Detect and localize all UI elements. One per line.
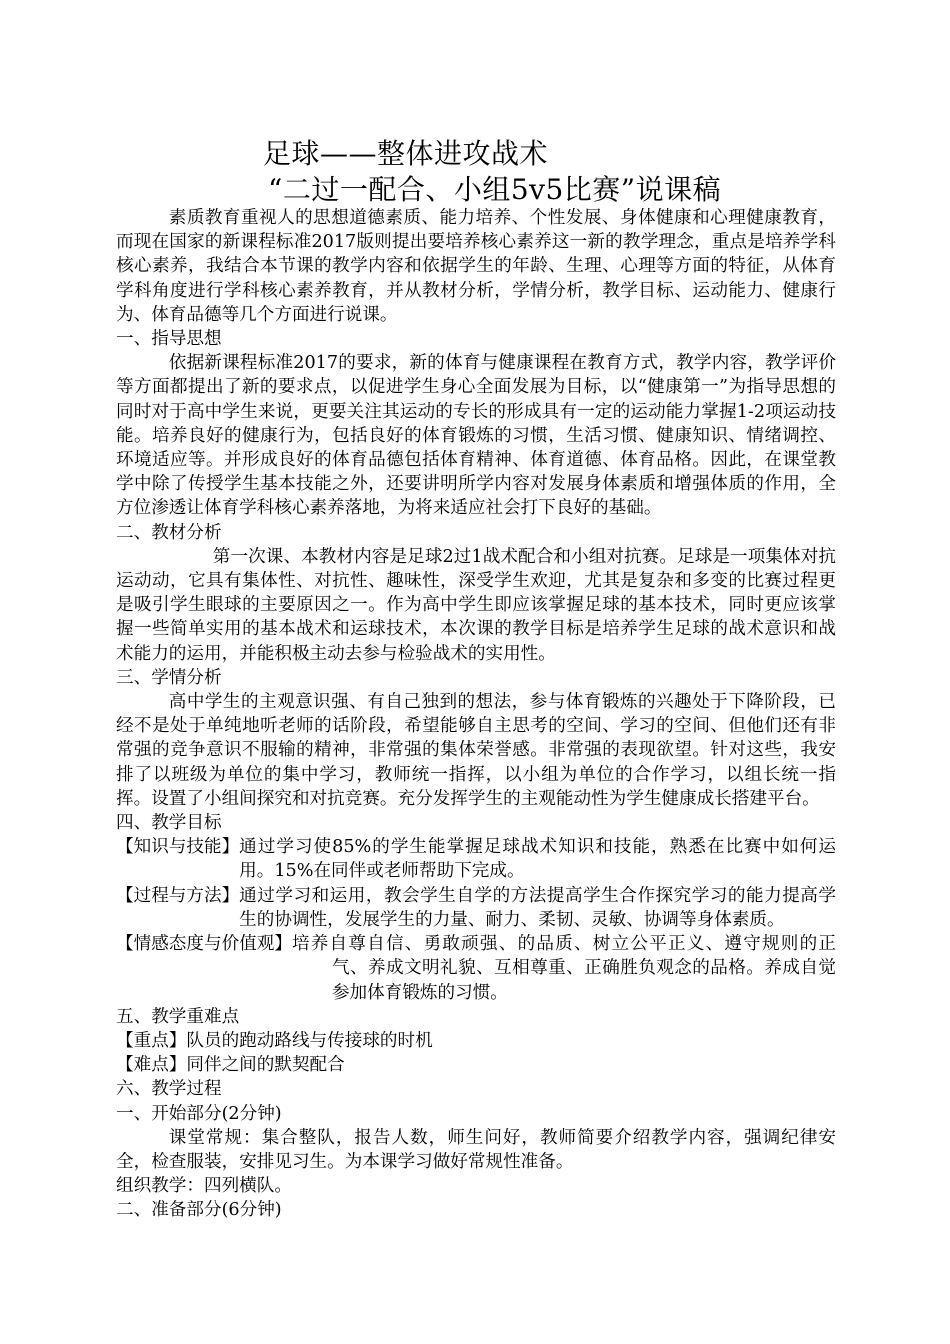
objective-label: 【过程与方法】 xyxy=(116,885,240,906)
section-heading-teaching-process: 六、教学过程 xyxy=(116,1079,222,1100)
document-body xyxy=(116,206,836,1223)
objective-text: 通过学习使85%的学生能掌握足球战术知识和技能，熟悉在比赛中如何运用。15%在同伴或老师帮助下完成。 xyxy=(239,837,836,882)
organization-line: 组织教学：四列横队。 xyxy=(116,1176,292,1197)
section-heading-teaching-objectives: 四、教学目标 xyxy=(116,813,222,834)
section-heading-student-analysis: 三、学情分析 xyxy=(116,667,222,688)
objective-label: 【知识与技能】 xyxy=(116,837,240,858)
part-heading-start: 一、开始部分(2分钟) xyxy=(116,1103,282,1124)
student-analysis-paragraph: 高中学生的主观意识强、有自己独到的想法，参与体育锻炼的兴趣处于下降阶段，已经不是处于单纯地听老师的话阶段，希望能够自主思考的空间、学习的空间、但他们还有非常强的竞争意识不服输的精神，非常强的集体荣誉感。非常强的表现欲望。针对这些，我安排了以班级为单位的集中学习，教师统一指挥，以小组为单位的合作学习，以组长统一指挥。设置了小组间探究和对抗竞赛。充分发挥学生的主观能动性为学生健康成长搭建平台。 xyxy=(116,692,836,809)
objective-label: 【情感态度与价值观】 xyxy=(116,934,292,955)
intro-paragraph: 素质教育重视人的思想道德素质、能力培养、个性发展、身体健康和心理健康教育，而现在国家的新课程标准2017版则提出要培养核心素养这一新的教学理念，重点是培养学科核心素养，我结合本节课的教学内容和依据学生的年龄、生理、心理等方面的特征，从体育学科角度进行学科核心素养教育，并从教材分析，学情分析，教学目标、运动能力、健康行为、体育品德等几个方面进行说课。 xyxy=(116,208,836,325)
objective-process-methods xyxy=(116,884,836,932)
document-subtitle: “二过一配合、小组5v5比赛”说课稿 xyxy=(268,173,722,206)
objective-text: 培养自尊自信、勇敢顽强、的品质、树立公平正义、遵守规则的正气、养成文明礼貌、互相尊重、正确胜负观念的品格。养成自觉参加体育锻炼的习惯。 xyxy=(291,934,836,1003)
section-heading-textbook-analysis: 二、教材分析 xyxy=(116,522,222,543)
part-heading-preparation: 二、准备部分(6分钟) xyxy=(116,1200,282,1221)
objective-knowledge-skills xyxy=(116,835,836,883)
document-title: 足球——整体进攻战术 xyxy=(263,137,549,170)
section-heading-guiding-ideology: 一、指导思想 xyxy=(116,329,222,350)
start-part-paragraph: 课堂常规：集合整队，报告人数，师生问好，教师简要介绍教学内容，强调纪律安全，检查服装，安排见习生。为本课学习做好常规性准备。 xyxy=(116,1127,836,1172)
section-heading-key-difficult-points: 五、教学重难点 xyxy=(116,1006,240,1027)
objective-text: 通过学习和运用，教会学生自学的方法提高学生合作探究学习的能力提高学生的协调性，发展学生的力量、耐力、柔韧、灵敏、协调等身体素质。 xyxy=(239,885,836,930)
difficult-point: 【难点】同伴之间的默契配合 xyxy=(116,1055,345,1076)
objective-attitude-values xyxy=(116,932,836,1005)
textbook-analysis-paragraph: 第一次课、本教材内容是足球2过1战术配合和小组对抗赛。足球是一项集体对抗运动动，它具有集体性、对抗性、趣味性，深受学生欢迎，尤其是复杂和多变的比赛过程更是吸引学生眼球的主要原因之一。作为高中学生即应该掌握足球的基本技术，同时更应该掌握一些简单实用的基本战术和运球技术，本次课的教学目标是培养学生足球的战术意识和战术能力的运用，并能积极主动去参与检验战术的实用性。 xyxy=(116,546,836,664)
key-point: 【重点】队员的跑动路线与传接球的时机 xyxy=(116,1030,433,1051)
guiding-ideology-paragraph: 依据新课程标准2017的要求，新的体育与健康课程在教育方式，教学内容，教学评价等方面都提出了新的要求点，以促进学生身心全面发展为目标，以“健康第一”为指导思想的同时对于高中学生来说，更要关注其运动的专长的形成具有一定的运动能力掌握1-2项运动技能。培养良好的健康行为，包括良好的体育锻炼的习惯，生活习惯、健康知识、情绪调控、环境适应等。并形成良好的体育品德包括体育精神、体育道德、体育品格。因此，在课堂教学中除了传授学生基本技能之外，还要讲明所学内容对发展身体素质和增强体质的作用，全方位渗透让体育学科核心素养落地，为将来适应社会打下良好的基础。 xyxy=(116,353,836,519)
